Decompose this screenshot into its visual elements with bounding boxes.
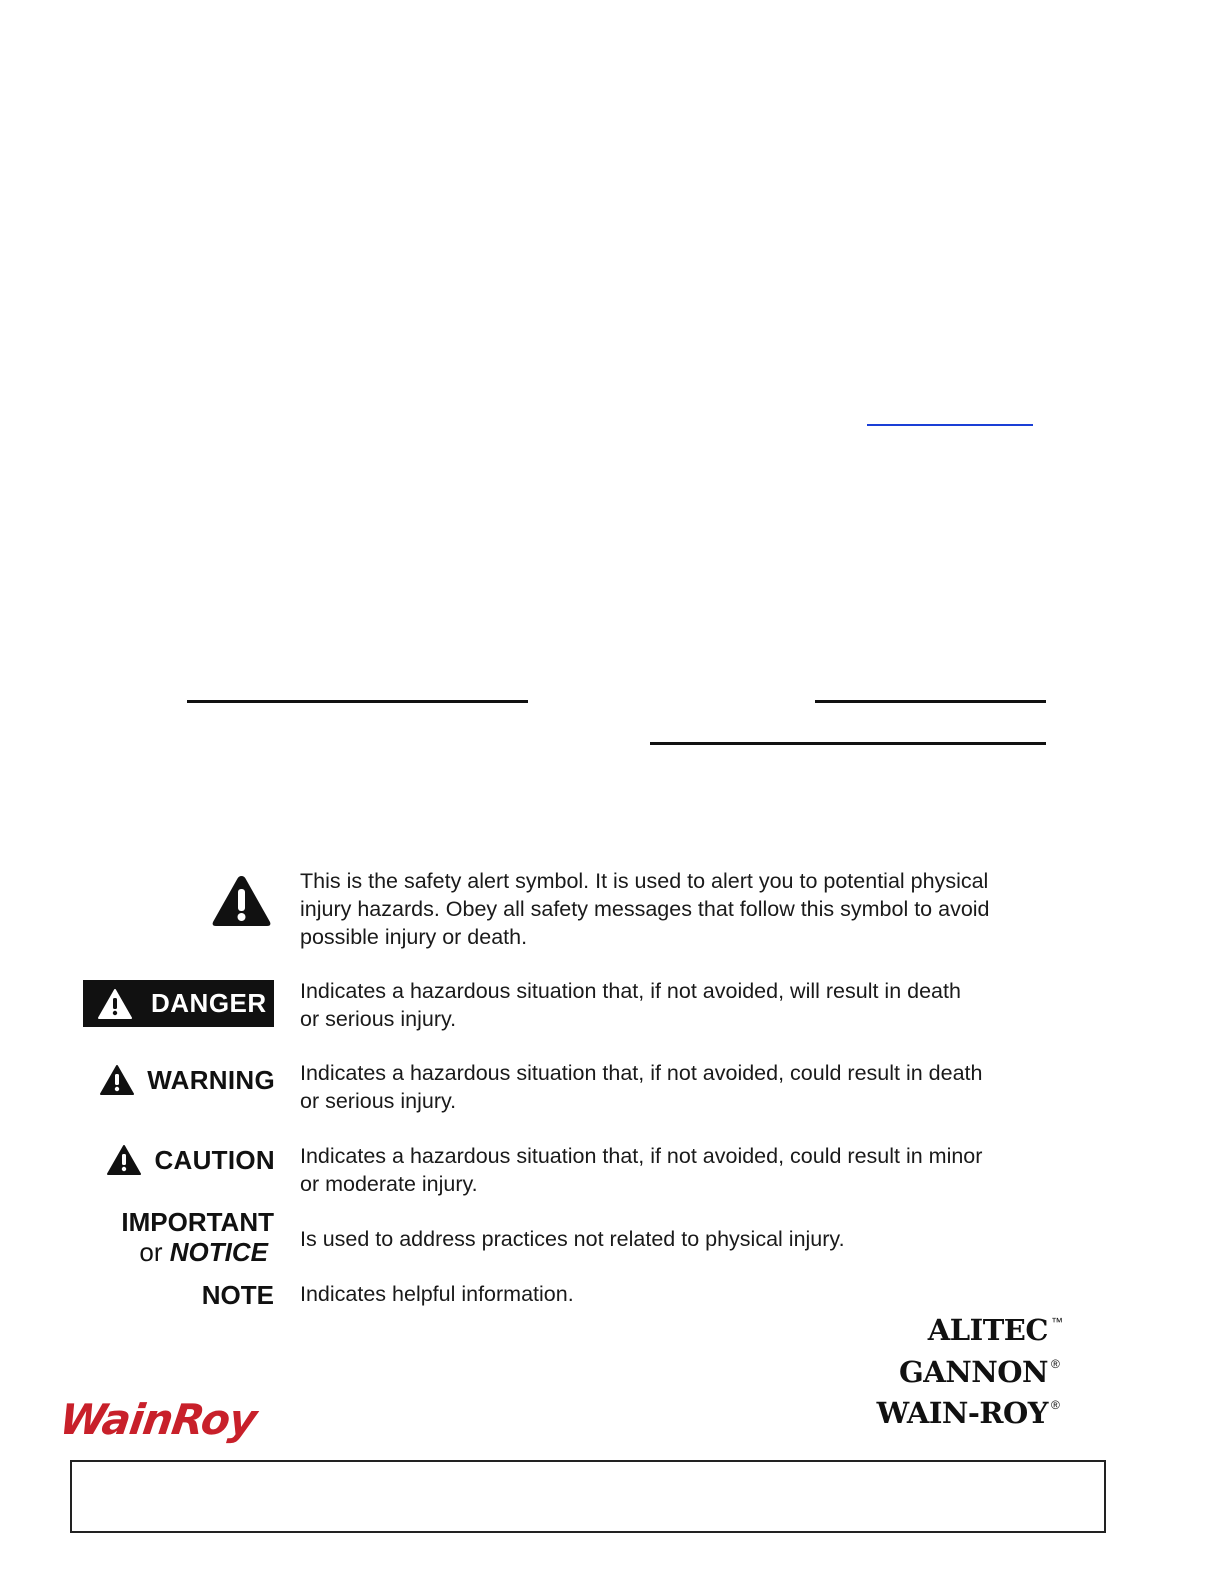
registered-mark: ® xyxy=(1051,1357,1060,1371)
warning-triangle-icon xyxy=(97,988,133,1020)
note-description: Indicates helpful information. xyxy=(300,1282,574,1306)
danger-description: Indicates a hazardous situation that, if not avoided, will result in death or serious injury. xyxy=(300,979,961,1031)
warning-description: Indicates a hazardous situation that, if not avoided, could result in death or serious injury. xyxy=(300,1061,983,1113)
important-word: IMPORTANT xyxy=(121,1207,274,1237)
wainroy-logo xyxy=(60,1392,275,1454)
warning-triangle-icon xyxy=(99,1064,135,1096)
important-label xyxy=(121,1207,274,1267)
danger-label xyxy=(83,980,274,1027)
brand-gannon: GANNON ® xyxy=(898,1355,1060,1389)
alert-symbol-description: This is the safety alert symbol. It is used to alert you to potential physical injury hazards. Obey all safety messages that follow this symbol to avoid possible injury or death. xyxy=(300,869,990,949)
warning-triangle-icon xyxy=(106,1144,142,1176)
warning-word: WARNING xyxy=(147,1064,275,1095)
caution-description: Indicates a hazardous situation that, if not avoided, could result in minor or moderate injury. xyxy=(300,1144,983,1196)
safety-alert-icon xyxy=(210,873,273,929)
important-description: Is used to address practices not related to physical injury. xyxy=(300,1227,845,1251)
note-label: NOTE xyxy=(201,1280,274,1310)
link-underline[interactable] xyxy=(867,424,1033,426)
blank-line-3 xyxy=(650,742,1046,745)
trademark-mark: ™ xyxy=(1051,1315,1063,1329)
footer-box xyxy=(70,1460,1106,1533)
notice-line xyxy=(121,1237,274,1267)
caution-label xyxy=(106,1144,275,1176)
registered-mark: ® xyxy=(1051,1398,1060,1412)
brand-wain-roy: WAIN-ROY ® xyxy=(876,1396,1060,1430)
blank-line-1 xyxy=(187,700,528,703)
brand-alitec: ALITEC ™ xyxy=(927,1313,1063,1347)
caution-word: CAUTION xyxy=(154,1144,275,1175)
notice-word: NOTICE xyxy=(169,1237,268,1267)
warning-label xyxy=(99,1064,275,1096)
danger-word: DANGER xyxy=(151,988,267,1018)
or-word: or xyxy=(139,1237,163,1267)
svg-text:WainRoy: WainRoy xyxy=(60,1395,260,1444)
blank-line-2 xyxy=(815,700,1046,703)
